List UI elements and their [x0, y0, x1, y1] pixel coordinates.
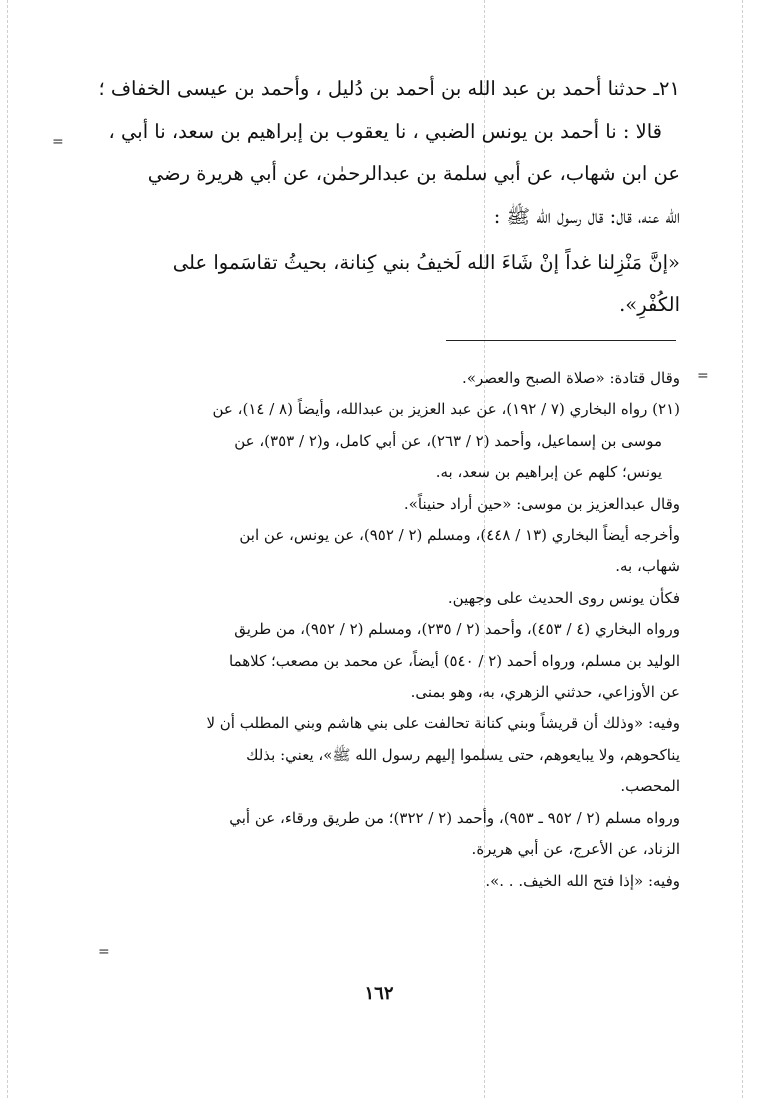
footnote-line: ورواه البخاري (٤ / ٤٥٣)، وأحمد (٢ / ٢٣٥)، ومسلم (٢ / ٩٥٢)، من طريق [234, 620, 680, 639]
page-number: ١٦٢ [364, 983, 394, 1004]
hadith-line: الله عنه، قال: قال رسول الله ﷺ : [493, 204, 680, 228]
footnote-line: ورواه مسلم (٢ / ٩٥٢ ـ ٩٥٣)، وأحمد (٢ / ٣٢٢)؛ من طريق ورقاء، عن أبي [229, 808, 680, 827]
footnote-line: وقال قتادة: «صلاة الصبح والعصر». [462, 369, 680, 387]
footnote-line: (٢١) رواه البخاري (٧ / ١٩٢)، عن عبد العزيز بن عبدالله، وأيضاً (٨ / ١٤)، عن [212, 400, 680, 419]
footnote-divider [446, 340, 676, 341]
hadith-text [95, 68, 680, 327]
footnote-line: وأخرجه أيضاً البخاري (١٣ / ٤٤٨)، ومسلم (٢ / ٩٥٢)، عن يونس، عن ابن [239, 526, 680, 545]
footnote-line: الوليد بن مسلم، ورواه أحمد (٢ / ٥٤٠) أيضاً، عن محمد بن مصعب؛ كلاهما [229, 651, 680, 670]
scan-fold-line [742, 0, 743, 1098]
footnote-line: فكأن يونس روى الحديث على وجهين. [447, 588, 680, 607]
hadith-line: قالا : نا أحمد بن يونس الضبي ، نا يعقوب بن إبراهيم بن سعد، نا أبي ، [108, 119, 662, 143]
margin-mark: = [52, 134, 64, 150]
footnote-line: يناكحوهم، ولا يبايعوهم، حتى يسلموا إليهم رسول الله ﷺ»، يعني: بذلك [246, 745, 680, 764]
footnote-line: الزناد، عن الأعرج، عن أبي هريرة. [471, 840, 680, 859]
footnote-line: وقال عبدالعزيز بن موسى: «حين أراد حنيناً». [403, 494, 680, 513]
scan-fold-line [7, 0, 8, 1098]
hadith-line: ٢١ـ حدثنا أحمد بن عبد الله بن أحمد بن دُليل ، وأحمد بن عيسى الخفاف ؛ [98, 77, 680, 100]
hadith-quote-line: «إنَّ مَنْزِلنا غداً إنْ شَاءَ الله لَخيفُ بني كِنانة، بحيثُ تقاسَموا على [172, 251, 680, 274]
footnote-line: يونس؛ كلهم عن إبراهيم بن سعد، به. [435, 463, 662, 482]
footnotes [95, 363, 680, 897]
margin-mark: = [697, 368, 709, 384]
footnote-line: شهاب، به. [615, 557, 680, 576]
hadith-line: عن ابن شهاب، عن أبي سلمة بن عبدالرحمٰن، عن أبي هريرة رضي [147, 162, 680, 185]
footnote-line: وفيه: «إذا فتح الله الخيف. . .». [485, 871, 680, 890]
footnote-line: وفيه: «وذلك أن قريشاً وبني كنانة تحالفت على بني هاشم وبني المطلب أن لا [206, 714, 680, 733]
footnote-line: موسى بن إسماعيل، وأحمد (٢ / ٢٦٣)، عن أبي كامل، و(٢ / ٣٥٣)، عن [234, 431, 662, 450]
footnote-line: عن الأوزاعي، حدثني الزهري، به، وهو بمنى. [410, 683, 680, 702]
hadith-quote-line: الكُفْرِ». [619, 293, 680, 316]
margin-mark: = [98, 944, 110, 960]
footnote-line: المحصب. [620, 777, 680, 796]
